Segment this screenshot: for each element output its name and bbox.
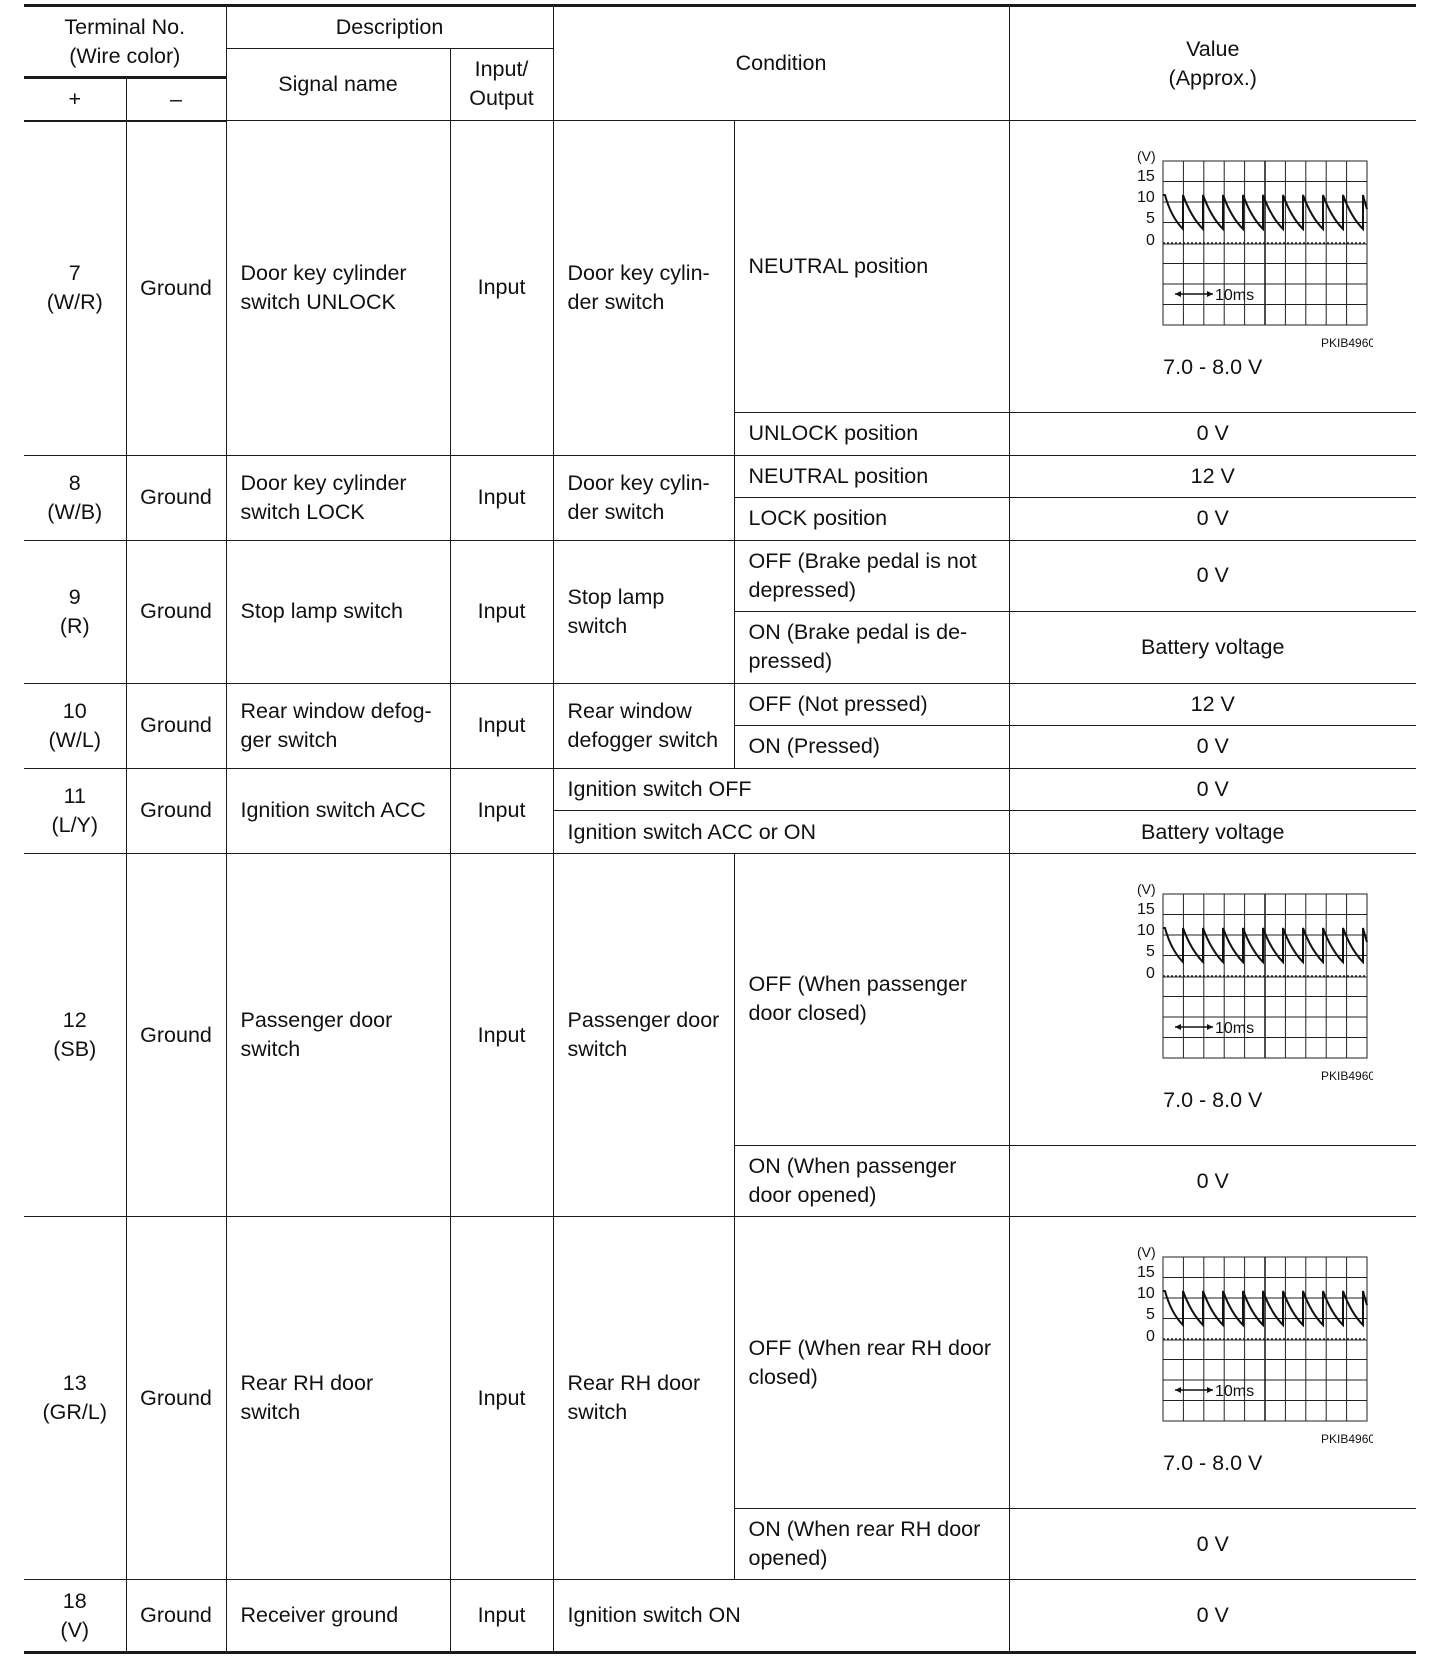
wire-color: (W/L) — [48, 727, 102, 752]
condition-line: switch — [567, 1400, 628, 1425]
value-text: 7.0 - 8.0 V — [1163, 1087, 1263, 1112]
wire-color: (SB) — [53, 1037, 97, 1062]
signal-name — [226, 853, 450, 1216]
condition-line: der switch — [567, 499, 665, 524]
signal-name — [226, 455, 450, 540]
terminal-no — [24, 768, 126, 853]
ground-cell: Ground — [126, 1580, 226, 1653]
value-text: 7.0 - 8.0 V — [1163, 354, 1263, 379]
table-row — [24, 455, 1416, 498]
state-line: ON (When passenger — [748, 1154, 957, 1179]
condition-cell — [553, 853, 734, 1216]
ground-cell: Ground — [126, 455, 226, 540]
state-line: OFF (Brake pedal is not — [748, 548, 977, 573]
terminal-no — [24, 121, 126, 456]
condition-line: switch — [567, 613, 628, 638]
signal-name-line: ger switch — [240, 727, 338, 752]
terminal-number: 13 — [62, 1371, 87, 1396]
terminal-table — [24, 4, 1416, 1654]
condition-cell: Ignition switch OFF — [553, 768, 1009, 811]
state-line: closed) — [748, 1364, 818, 1389]
ground-cell: Ground — [126, 683, 226, 768]
value-cell: 0 V — [1009, 412, 1416, 455]
io-cell: Input — [450, 455, 553, 540]
condition-cell: Ignition switch ON — [553, 1580, 1009, 1653]
value-cell: 12 V — [1009, 683, 1416, 726]
terminal-number: 9 — [68, 584, 81, 609]
table-row — [24, 121, 1416, 413]
condition-line: Door key cylin- — [567, 470, 710, 495]
state-cell — [734, 853, 1009, 1145]
state-line: OFF (When passenger — [748, 972, 968, 997]
header-minus: – — [126, 78, 226, 121]
header-input-output — [450, 48, 553, 120]
value-cell: 0 V — [1009, 1145, 1416, 1216]
io-cell: Input — [450, 853, 553, 1216]
header-signal-name: Signal name — [226, 48, 450, 120]
signal-name-line: switch LOCK — [240, 499, 365, 524]
terminal-number: 18 — [62, 1588, 87, 1613]
condition-line: Door key cylin- — [567, 260, 710, 285]
state-cell — [734, 1509, 1009, 1580]
condition-line: switch — [567, 1037, 628, 1062]
header-value-label: Value — [1186, 36, 1240, 61]
header-description: Description — [226, 6, 553, 49]
table-row — [24, 683, 1416, 726]
state-line: OFF (When rear RH door — [748, 1335, 992, 1360]
ground-cell: Ground — [126, 121, 226, 456]
value-cell — [1009, 1217, 1416, 1509]
signal-name — [226, 121, 450, 456]
value-text: 7.0 - 8.0 V — [1163, 1451, 1263, 1476]
io-cell: Input — [450, 683, 553, 768]
value-cell: 0 V — [1009, 498, 1416, 541]
terminal-no — [24, 1580, 126, 1653]
ground-cell: Ground — [126, 768, 226, 853]
ground-cell: Ground — [126, 853, 226, 1216]
io-cell: Input — [450, 540, 553, 683]
state-cell: NEUTRAL position — [734, 455, 1009, 498]
terminal-number: 8 — [68, 470, 81, 495]
value-cell: 0 V — [1009, 768, 1416, 811]
condition-cell — [553, 540, 734, 683]
oscilloscope-waveform — [1113, 151, 1373, 351]
state-cell: NEUTRAL position — [734, 121, 1009, 413]
wire-color: (V) — [60, 1617, 90, 1642]
io-cell: Input — [450, 768, 553, 853]
terminal-number: 7 — [68, 261, 81, 286]
condition-cell: Ignition switch ACC or ON — [553, 811, 1009, 854]
state-cell — [734, 1217, 1009, 1509]
signal-name-line: Door key cylinder — [240, 260, 407, 285]
state-cell — [734, 540, 1009, 611]
terminal-no — [24, 540, 126, 683]
condition-line: Stop lamp — [567, 584, 665, 609]
condition-cell — [553, 121, 734, 456]
state-line: pressed) — [748, 649, 833, 674]
value-cell: 0 V — [1009, 1509, 1416, 1580]
io-cell: Input — [450, 1580, 553, 1653]
state-line: depressed) — [748, 577, 857, 602]
terminal-no — [24, 683, 126, 768]
state-line: ON (Brake pedal is de- — [748, 620, 968, 645]
header-input-label: Input/ — [474, 57, 529, 82]
state-line: opened) — [748, 1546, 828, 1571]
signal-name-line: switch — [240, 1037, 301, 1062]
oscilloscope-waveform — [1113, 1247, 1373, 1447]
io-cell: Input — [450, 121, 553, 456]
value-cell: 0 V — [1009, 540, 1416, 611]
signal-name-line: Passenger door — [240, 1008, 393, 1033]
signal-name — [226, 683, 450, 768]
condition-line: defogger switch — [567, 727, 719, 752]
terminal-number: 10 — [62, 698, 87, 723]
signal-name-line: Rear window defog- — [240, 698, 432, 723]
state-cell — [734, 612, 1009, 683]
header-wire-color: (Wire color) — [69, 43, 181, 68]
signal-name: Ignition switch ACC — [226, 768, 450, 853]
state-cell: LOCK position — [734, 498, 1009, 541]
state-cell: OFF (Not pressed) — [734, 683, 1009, 726]
condition-line: der switch — [567, 289, 665, 314]
header-output-label: Output — [469, 86, 534, 111]
condition-line: Rear RH door — [567, 1371, 701, 1396]
wire-color: (W/R) — [46, 290, 103, 315]
condition-cell — [553, 683, 734, 768]
state-cell: ON (Pressed) — [734, 726, 1009, 769]
value-cell: Battery voltage — [1009, 811, 1416, 854]
terminal-number: 11 — [63, 783, 86, 808]
header-terminal-label: Terminal No. — [64, 14, 186, 39]
state-cell — [734, 1145, 1009, 1216]
ground-cell: Ground — [126, 540, 226, 683]
condition-line: Rear window — [567, 698, 692, 723]
io-cell: Input — [450, 1217, 553, 1580]
signal-name: Rear RH door switch — [226, 1217, 450, 1580]
header-condition: Condition — [553, 6, 1009, 121]
condition-cell — [553, 1217, 734, 1580]
signal-name-line: Door key cylinder — [240, 470, 407, 495]
state-line: ON (When rear RH door — [748, 1517, 981, 1542]
wire-color: (R) — [59, 613, 90, 638]
value-cell: 0 V — [1009, 1580, 1416, 1653]
table-row — [24, 1217, 1416, 1509]
table-row — [24, 540, 1416, 611]
state-cell: UNLOCK position — [734, 412, 1009, 455]
terminal-no — [24, 1217, 126, 1580]
header-terminal-no — [24, 6, 226, 78]
header-value — [1009, 6, 1416, 121]
wire-color: (GR/L) — [42, 1400, 107, 1425]
header-value-approx: (Approx.) — [1168, 65, 1257, 90]
value-cell: 12 V — [1009, 455, 1416, 498]
ground-cell: Ground — [126, 1217, 226, 1580]
value-cell — [1009, 853, 1416, 1145]
table-row — [24, 1580, 1416, 1653]
value-cell: 0 V — [1009, 726, 1416, 769]
table-row — [24, 768, 1416, 811]
condition-cell — [553, 455, 734, 540]
condition-line: Passenger door — [567, 1008, 720, 1033]
state-line: door closed) — [748, 1001, 867, 1026]
signal-name-line: switch UNLOCK — [240, 289, 396, 314]
terminal-number: 12 — [62, 1008, 87, 1033]
value-cell: Battery voltage — [1009, 612, 1416, 683]
wire-color: (W/B) — [47, 499, 103, 524]
signal-name: Stop lamp switch — [226, 540, 450, 683]
terminal-no — [24, 853, 126, 1216]
terminal-no — [24, 455, 126, 540]
state-line: door opened) — [748, 1183, 877, 1208]
table-row — [24, 853, 1416, 1145]
value-cell — [1009, 121, 1416, 413]
wire-color: (L/Y) — [51, 812, 99, 837]
oscilloscope-waveform — [1113, 884, 1373, 1084]
header-plus: + — [24, 78, 126, 121]
signal-name: Receiver ground — [226, 1580, 450, 1653]
